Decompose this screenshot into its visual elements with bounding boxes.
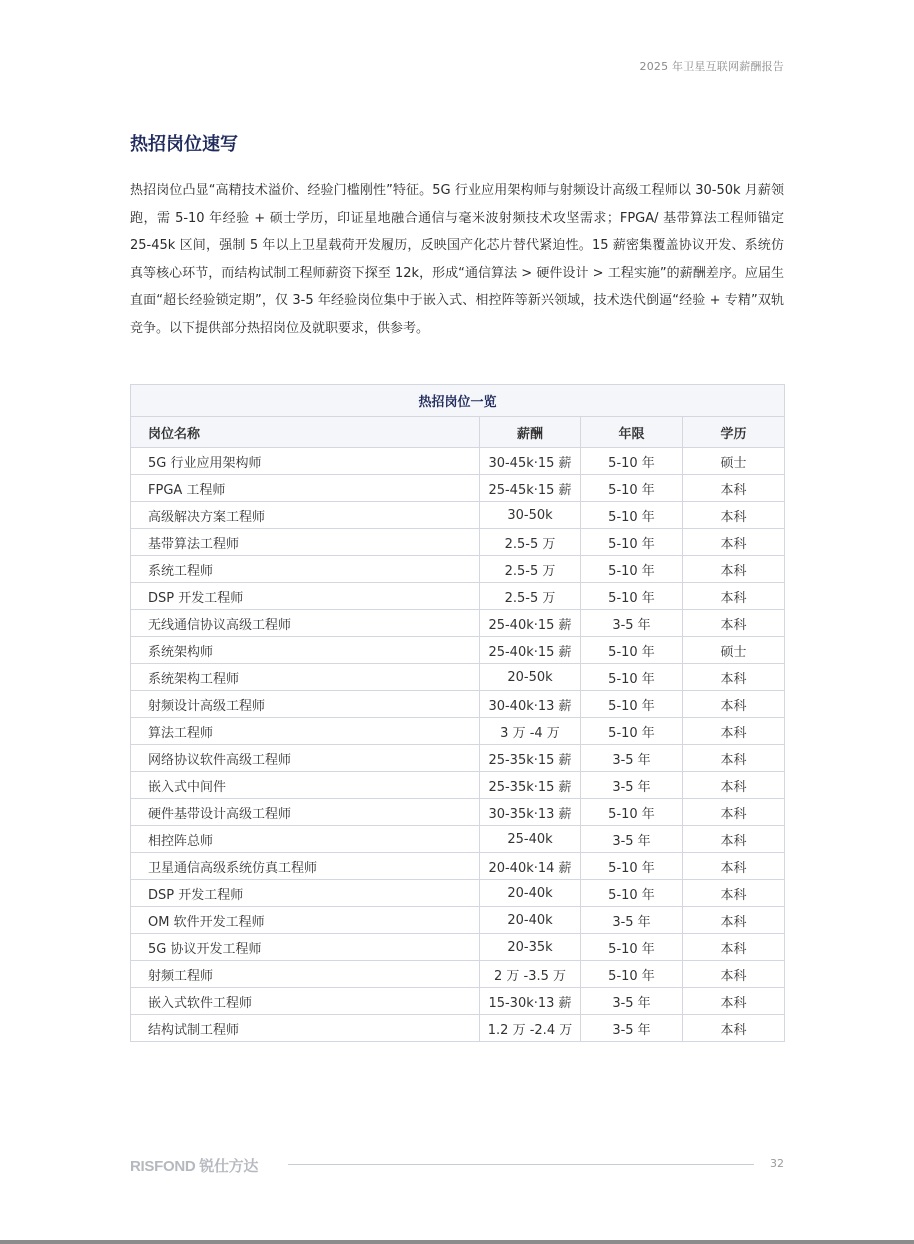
cell-salary: 30-45k·15 薪 xyxy=(480,448,581,475)
cell-salary: 25-40k xyxy=(480,826,581,853)
table-body xyxy=(131,448,785,1042)
cell-salary: 20-40k xyxy=(480,907,581,934)
page-number: 32 xyxy=(770,1157,784,1170)
table-row xyxy=(131,826,785,853)
cell-position: 系统工程师 xyxy=(131,556,480,583)
cell-salary: 1.2 万 -2.4 万 xyxy=(480,1015,581,1042)
cell-experience: 5-10 年 xyxy=(581,637,683,664)
footer xyxy=(130,1155,784,1175)
cell-experience: 5-10 年 xyxy=(581,853,683,880)
cell-education: 本科 xyxy=(683,583,785,610)
cell-salary: 25-40k·15 薪 xyxy=(480,637,581,664)
cell-education: 硕士 xyxy=(683,448,785,475)
cell-position: 网络协议软件高级工程师 xyxy=(131,745,480,772)
cell-position: 5G 行业应用架构师 xyxy=(131,448,480,475)
jobs-table xyxy=(130,384,785,1042)
cell-experience: 5-10 年 xyxy=(581,529,683,556)
report-title: 2025 年卫星互联网薪酬报告 xyxy=(639,60,784,73)
table-row xyxy=(131,1015,785,1042)
cell-position: 5G 协议开发工程师 xyxy=(131,934,480,961)
cell-education: 本科 xyxy=(683,556,785,583)
table-row xyxy=(131,556,785,583)
table-row xyxy=(131,718,785,745)
cell-salary: 20-40k xyxy=(480,880,581,907)
cell-experience: 5-10 年 xyxy=(581,880,683,907)
table-row xyxy=(131,853,785,880)
cell-position: 算法工程师 xyxy=(131,718,480,745)
cell-salary: 30-35k·13 薪 xyxy=(480,799,581,826)
cell-experience: 3-5 年 xyxy=(581,1015,683,1042)
cell-position: 硬件基带设计高级工程师 xyxy=(131,799,480,826)
cell-position: 射频工程师 xyxy=(131,961,480,988)
cell-experience: 5-10 年 xyxy=(581,583,683,610)
table-row xyxy=(131,988,785,1015)
table-row xyxy=(131,475,785,502)
cell-experience: 3-5 年 xyxy=(581,826,683,853)
cell-education: 本科 xyxy=(683,934,785,961)
cell-salary: 2.5-5 万 xyxy=(480,529,581,556)
cell-education: 本科 xyxy=(683,664,785,691)
cell-salary: 25-45k·15 薪 xyxy=(480,475,581,502)
cell-experience: 3-5 年 xyxy=(581,907,683,934)
cell-education: 本科 xyxy=(683,745,785,772)
cell-salary: 2.5-5 万 xyxy=(480,583,581,610)
table-row xyxy=(131,529,785,556)
column-header-salary: 薪酬 xyxy=(480,417,581,448)
cell-education: 本科 xyxy=(683,826,785,853)
cell-education: 本科 xyxy=(683,988,785,1015)
cell-position: 嵌入式软件工程师 xyxy=(131,988,480,1015)
table-row xyxy=(131,448,785,475)
cell-position: 相控阵总师 xyxy=(131,826,480,853)
cell-education: 本科 xyxy=(683,610,785,637)
cell-experience: 3-5 年 xyxy=(581,610,683,637)
table-row xyxy=(131,583,785,610)
cell-experience: 5-10 年 xyxy=(581,556,683,583)
cell-experience: 5-10 年 xyxy=(581,502,683,529)
cell-position: 系统架构工程师 xyxy=(131,664,480,691)
cell-salary: 3 万 -4 万 xyxy=(480,718,581,745)
cell-salary: 15-30k·13 薪 xyxy=(480,988,581,1015)
column-header-experience: 年限 xyxy=(581,417,683,448)
table-row xyxy=(131,907,785,934)
cell-experience: 5-10 年 xyxy=(581,475,683,502)
cell-experience: 5-10 年 xyxy=(581,961,683,988)
table-caption: 热招岗位一览 xyxy=(131,385,785,417)
cell-salary: 25-40k·15 薪 xyxy=(480,610,581,637)
cell-salary: 25-35k·15 薪 xyxy=(480,745,581,772)
table-row xyxy=(131,637,785,664)
table-row xyxy=(131,880,785,907)
section-title: 热招岗位速写 xyxy=(130,134,238,155)
table-row xyxy=(131,610,785,637)
intro-paragraph: 热招岗位凸显“高精技术溢价、经验门槛刚性”特征。5G 行业应用架构师与射频设计高级工程师以 30-50k 月薪领跑，需 5-10 年经验 + 硕士学历，印证星地融合通信与毫米波射频技术攻坚需求；FPGA/ 基带算法工程师锚定 25-45k 区间，强制 5 年以上卫星载荷开发履历，反映国产化芯片替代紧迫性。15 薪密集覆盖协议开发、系统仿真等核心环节，而结构试制工程师薪资下探至 12k，形成“通信算法 > 硬件设计 > 工程实施”的薪酬差序。应届生直面“超长经验锁定期”，仅 3-5 年经验岗位集中于嵌入式、相控阵等新兴领域，技术迭代倒逼“经验 + 专精”双轨竞争。以下提供部分热招岗位及就职要求，供参考。 xyxy=(130,183,784,336)
table-caption-row xyxy=(131,385,785,417)
cell-education: 本科 xyxy=(683,1015,785,1042)
footer-divider xyxy=(288,1164,754,1165)
cell-position: OM 软件开发工程师 xyxy=(131,907,480,934)
cell-experience: 5-10 年 xyxy=(581,664,683,691)
table-row xyxy=(131,691,785,718)
cell-salary: 25-35k·15 薪 xyxy=(480,772,581,799)
cell-education: 本科 xyxy=(683,853,785,880)
cell-position: 无线通信协议高级工程师 xyxy=(131,610,480,637)
cell-position: DSP 开发工程师 xyxy=(131,880,480,907)
cell-position: 基带算法工程师 xyxy=(131,529,480,556)
table-row xyxy=(131,961,785,988)
cell-education: 本科 xyxy=(683,772,785,799)
column-header-position: 岗位名称 xyxy=(131,417,480,448)
cell-education: 本科 xyxy=(683,799,785,826)
cell-education: 硕士 xyxy=(683,637,785,664)
table-header-row xyxy=(131,417,785,448)
cell-experience: 3-5 年 xyxy=(581,745,683,772)
cell-experience: 5-10 年 xyxy=(581,718,683,745)
cell-experience: 5-10 年 xyxy=(581,691,683,718)
cell-position: 卫星通信高级系统仿真工程师 xyxy=(131,853,480,880)
cell-education: 本科 xyxy=(683,691,785,718)
jobs-table-container xyxy=(130,384,784,1042)
cell-position: 射频设计高级工程师 xyxy=(131,691,480,718)
cell-education: 本科 xyxy=(683,475,785,502)
cell-experience: 5-10 年 xyxy=(581,799,683,826)
cell-salary: 2 万 -3.5 万 xyxy=(480,961,581,988)
cell-salary: 2.5-5 万 xyxy=(480,556,581,583)
table-row xyxy=(131,502,785,529)
cell-education: 本科 xyxy=(683,502,785,529)
cell-position: 结构试制工程师 xyxy=(131,1015,480,1042)
cell-salary: 30-40k·13 薪 xyxy=(480,691,581,718)
cell-position: 高级解决方案工程师 xyxy=(131,502,480,529)
cell-education: 本科 xyxy=(683,907,785,934)
cell-experience: 3-5 年 xyxy=(581,772,683,799)
cell-education: 本科 xyxy=(683,961,785,988)
cell-position: 嵌入式中间件 xyxy=(131,772,480,799)
cell-experience: 5-10 年 xyxy=(581,934,683,961)
cell-salary: 20-50k xyxy=(480,664,581,691)
table-row xyxy=(131,799,785,826)
cell-position: DSP 开发工程师 xyxy=(131,583,480,610)
cell-education: 本科 xyxy=(683,529,785,556)
cell-position: 系统架构师 xyxy=(131,637,480,664)
cell-position: FPGA 工程师 xyxy=(131,475,480,502)
cell-salary: 30-50k xyxy=(480,502,581,529)
cell-education: 本科 xyxy=(683,718,785,745)
cell-education: 本科 xyxy=(683,880,785,907)
table-row xyxy=(131,772,785,799)
table-row xyxy=(131,745,785,772)
bottom-edge-bar xyxy=(0,1240,914,1244)
cell-experience: 3-5 年 xyxy=(581,988,683,1015)
cell-salary: 20-35k xyxy=(480,934,581,961)
column-header-education: 学历 xyxy=(683,417,785,448)
cell-salary: 20-40k·14 薪 xyxy=(480,853,581,880)
table-row xyxy=(131,664,785,691)
cell-experience: 5-10 年 xyxy=(581,448,683,475)
table-row xyxy=(131,934,785,961)
brand-logo: RISFOND 锐仕方达 xyxy=(130,1158,259,1175)
